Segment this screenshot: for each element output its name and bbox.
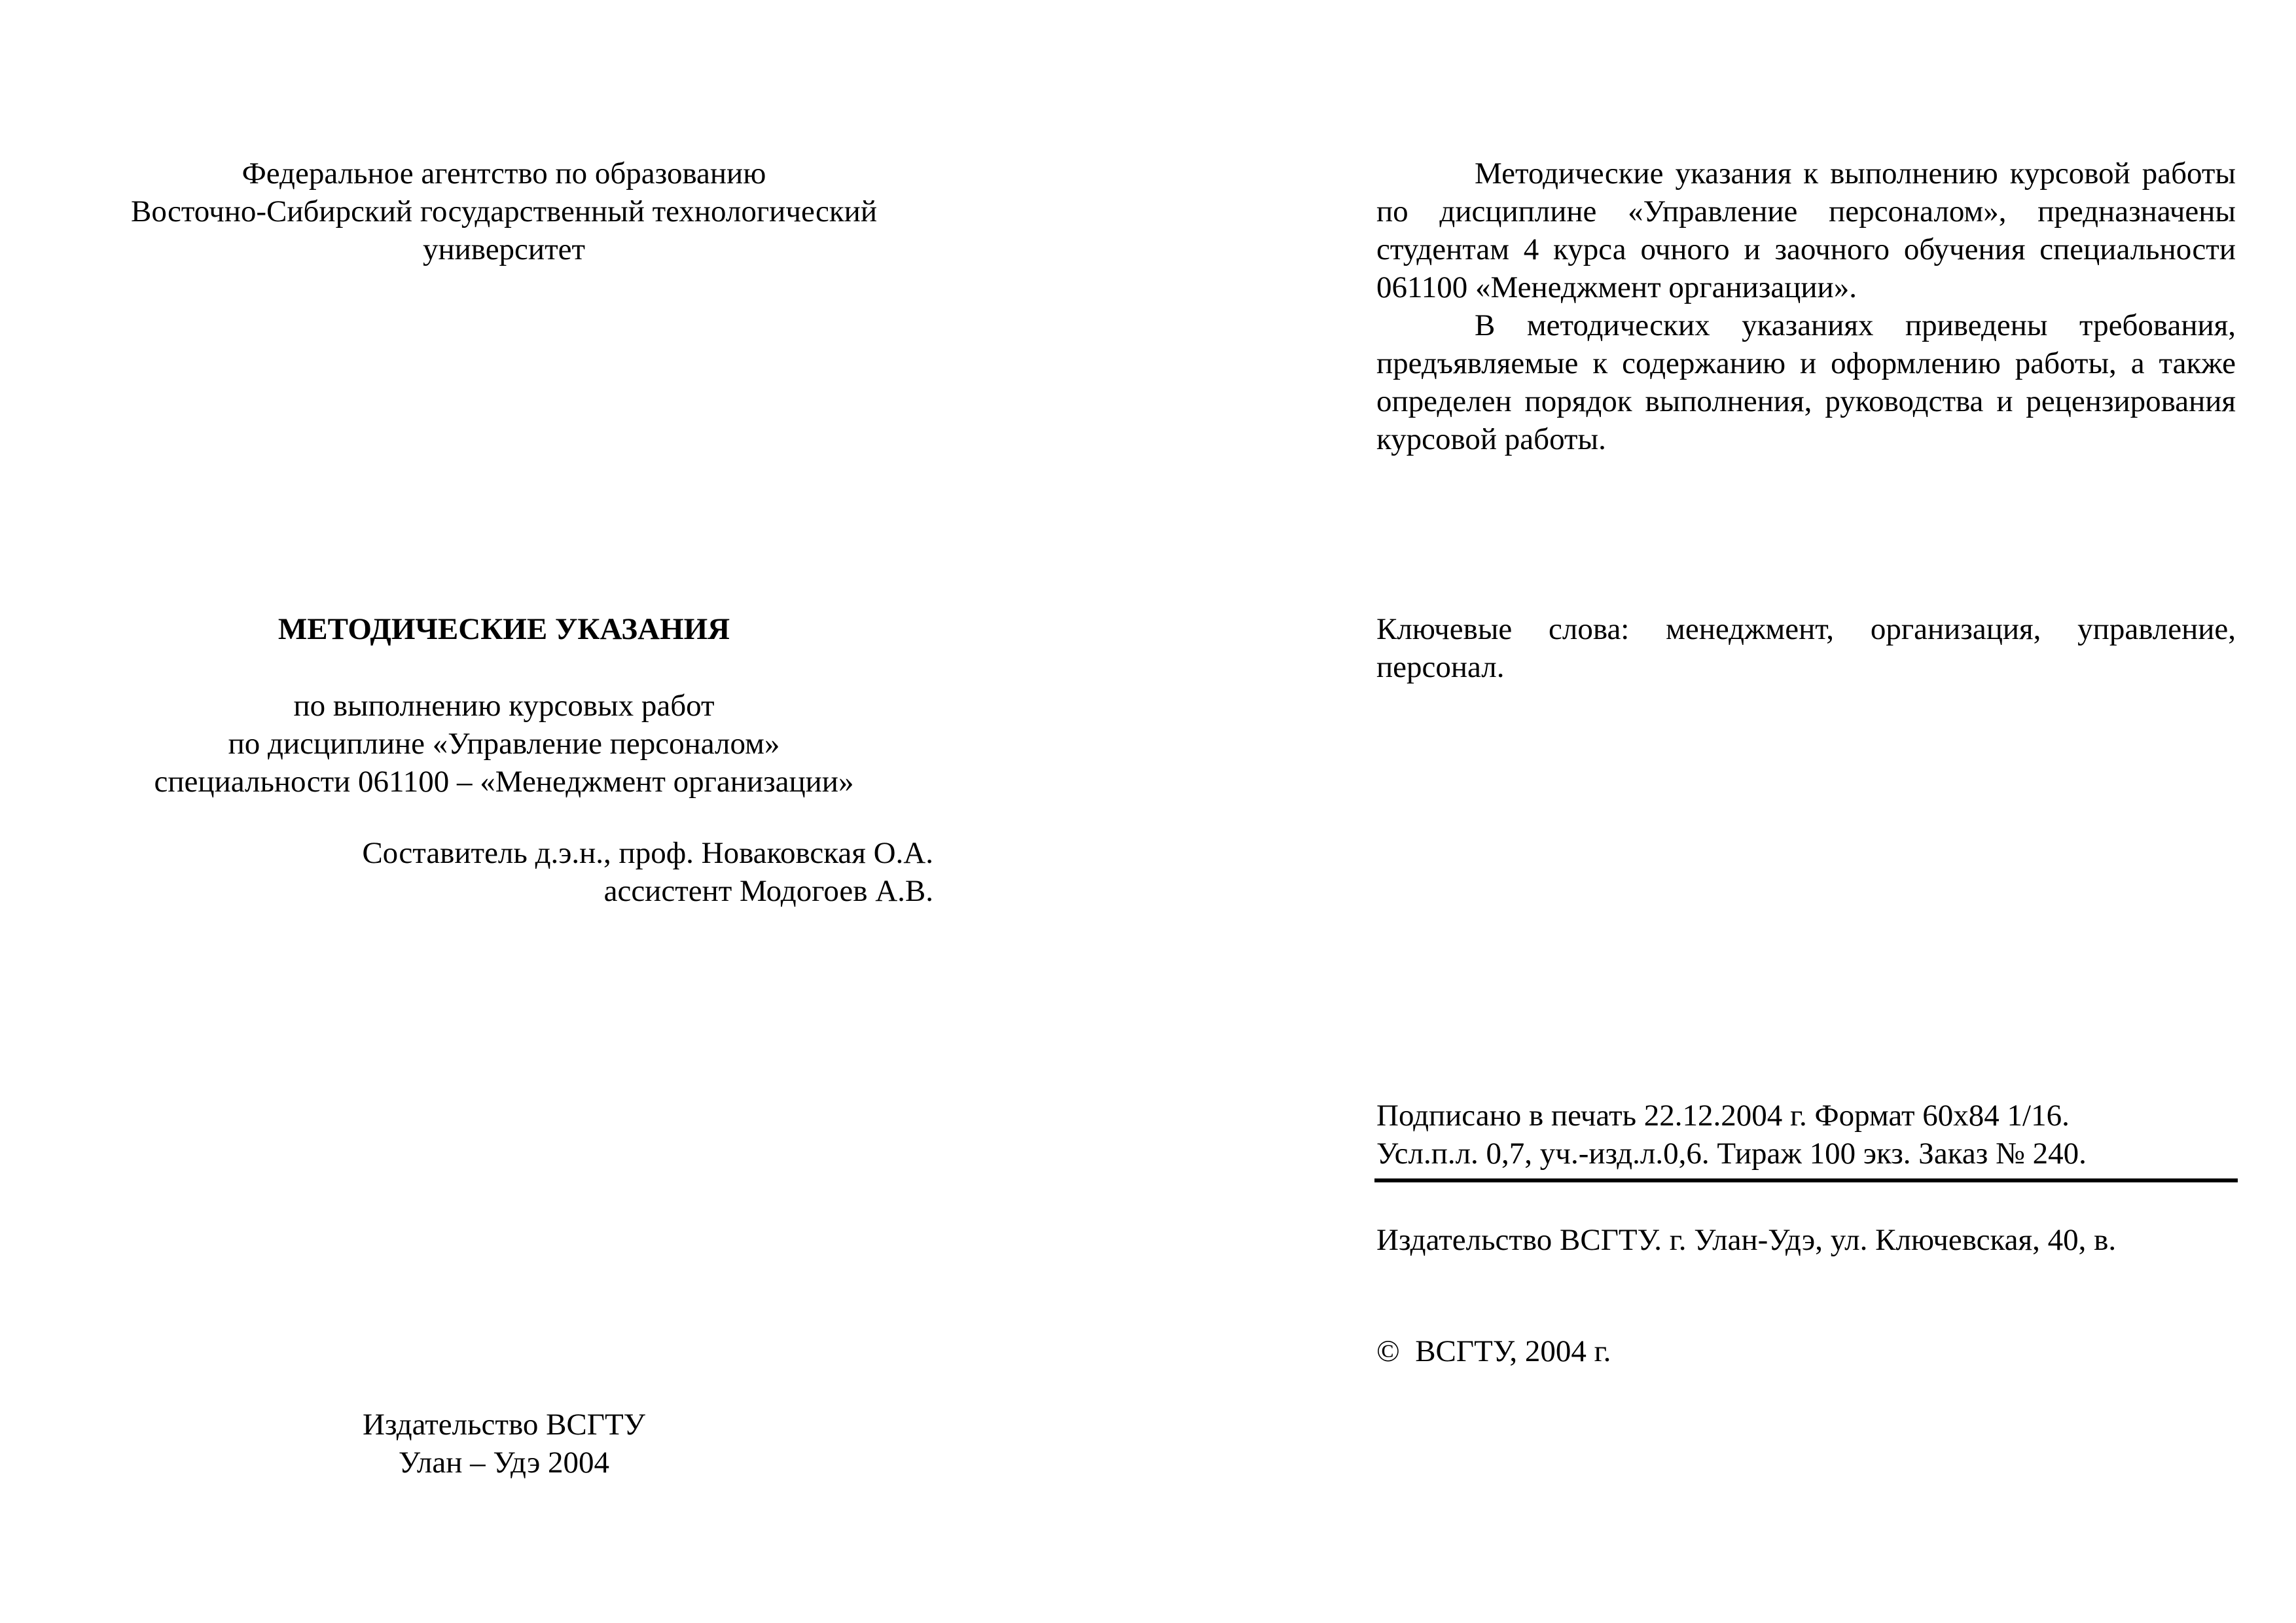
annotation — [1376, 155, 2236, 458]
keywords: Ключевые слова: менеджмент, организация, управление, персонал. — [1376, 612, 2236, 684]
copyright: © ВСГТУ, 2004 г. — [1376, 1334, 1611, 1368]
agency-name: Федеральное агентство по образованию — [242, 156, 766, 191]
description-line-2: по дисциплине «Управление персоналом» — [228, 727, 780, 761]
description-line-3: специальности 061100 – «Менеджмент организации» — [154, 765, 854, 799]
publisher-name: Издательство ВСГТУ — [363, 1408, 645, 1442]
document-description — [65, 687, 942, 801]
organization-header — [65, 155, 942, 268]
author-assistant: ассистент Модогоев А.В. — [603, 874, 933, 908]
document-title: МЕТОДИЧЕСКИЕ УКАЗАНИЯ — [278, 612, 730, 646]
university-name-line-1: Восточно-Сибирский государственный технологический — [130, 194, 877, 228]
print-info — [1376, 1097, 2236, 1173]
publisher-address: Издательство ВСГТУ. г. Улан-Удэ, ул. Ключевская, 40, в. — [1376, 1223, 2117, 1257]
print-volume-circulation: Усл.п.л. 0,7, уч.-изд.л.0,6. Тираж 100 экз. Заказ № 240. — [1376, 1137, 2087, 1171]
divider-rule — [1374, 1178, 2238, 1182]
description-line-1: по выполнению курсовых работ — [293, 689, 715, 723]
author-compiler: Составитель д.э.н., проф. Новаковская О.А. — [362, 836, 933, 870]
publisher-imprint — [65, 1406, 942, 1482]
authors — [196, 834, 933, 910]
annotation-paragraph-1: Методические указания к выполнению курсовой работы по дисциплине «Управление персоналом», предназначены студентам 4 курса очного и заочного обучения специальности 061100 «Менеджмент организации». — [1376, 156, 2236, 304]
university-name-line-2: университет — [422, 232, 586, 266]
print-signed-format: Подписано в печать 22.12.2004 г. Формат 60x84 1/16. — [1376, 1099, 2070, 1133]
publication-place-year: Улан – Удэ 2004 — [398, 1446, 610, 1480]
annotation-paragraph-2: В методических указаниях приведены требования, предъявляемые к содержанию и оформлению работы, а также определен порядок выполнения, руководства и рецензирования курсовой работы. — [1376, 308, 2236, 456]
